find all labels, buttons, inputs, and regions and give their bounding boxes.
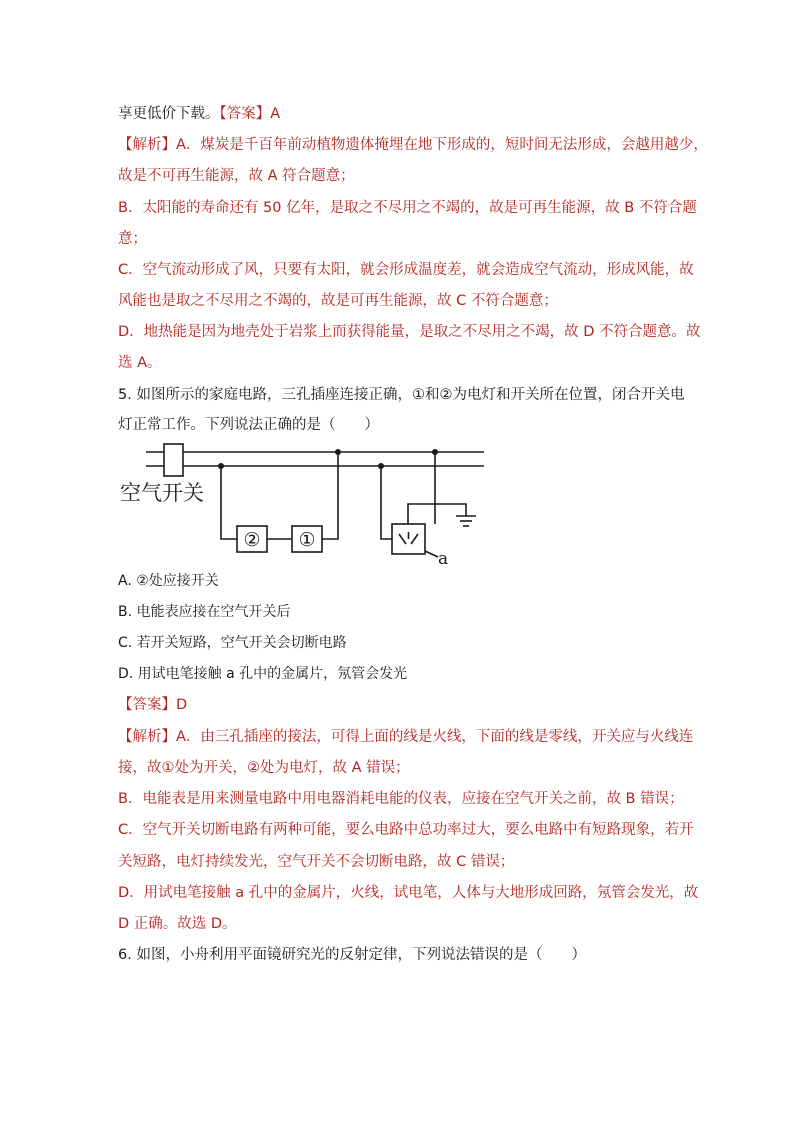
explanation-line: 风能也是取之不尽用之不竭的，故是可再生能源，故 C 不符合题意； xyxy=(118,293,558,309)
explanation-line: C．空气流动形成了风，只要有太阳，就会形成温度差，就会造成空气流动，形成风能，故 xyxy=(118,262,694,278)
explanation-line: 选 A。 xyxy=(118,355,162,371)
explanation-line: 【解析】A．煤炭是千百年前动植物遗体掩埋在地下形成的，短时间无法形成，会越用越少， xyxy=(118,137,708,153)
circuit-diagram xyxy=(116,438,496,566)
answer-label: 【答案】D xyxy=(118,697,188,713)
explanation-line: B．电能表是用来测量电路中用电器消耗电能的仪表，应接在空气开关之前，故 B 错误； xyxy=(118,791,684,807)
question-6-line: 6. 如图，小舟利用平面镜研究光的反射定律，下列说法错误的是（ ） xyxy=(118,947,586,963)
box-2-label: ② xyxy=(243,529,261,551)
explanation-line: D．用试电笔接触 a 孔中的金属片，火线，试电笔，人体与大地形成回路，氖管会发光，故 xyxy=(118,885,699,901)
explanation-line: 意； xyxy=(118,231,147,247)
option-c: C. 若开关短路，空气开关会切断电路 xyxy=(118,635,347,651)
option-d: D. 用试电笔接触 a 孔中的金属片，氖管会发光 xyxy=(118,666,408,682)
explanation-line: C．空气开关切断电路有两种可能，要么电路中总功率过大，要么电路中有短路现象，若开 xyxy=(118,822,694,838)
question-5-line: 5. 如图所示的家庭电路，三孔插座连接正确，①和②为电灯和开关所在位置，闭合开关电 xyxy=(118,387,685,403)
explanation-line: 关短路，电灯持续发光，空气开关不会切断电路，故 C 错误； xyxy=(118,854,515,870)
text-fragment: 享更低价下载。 xyxy=(118,106,220,122)
explanation-line: D．地热能是因为地壳处于岩浆上而获得能量，是取之不尽用之不竭，故 D 不符合题意。故 xyxy=(118,324,701,340)
socket-label-a: a xyxy=(438,549,449,566)
question-5-line: 灯正常工作。下列说法正确的是（ ） xyxy=(118,417,379,433)
answer-label: 【答案】A xyxy=(219,106,281,122)
option-b: B. 电能表应接在空气开关后 xyxy=(118,604,291,620)
breaker-label: 空气开关 xyxy=(120,481,204,505)
text-line xyxy=(118,104,280,124)
explanation-line: B．太阳能的寿命还有 50 亿年，是取之不尽用之不竭的，故是可再生能源，故 B 不符合题 xyxy=(118,200,697,216)
box-1-label: ① xyxy=(298,529,316,551)
explanation-line: 故是不可再生能源，故 A 符合题意； xyxy=(118,168,355,184)
option-a: A. ②处应接开关 xyxy=(118,573,219,589)
explanation-line: 【解析】A．由三孔插座的接法，可得上面的线是火线，下面的线是零线，开关应与火线连 xyxy=(118,729,694,745)
explanation-line: 接，故①处为开关，②处为电灯，故 A 错误； xyxy=(118,760,410,776)
explanation-line: D 正确。故选 D。 xyxy=(118,916,237,932)
